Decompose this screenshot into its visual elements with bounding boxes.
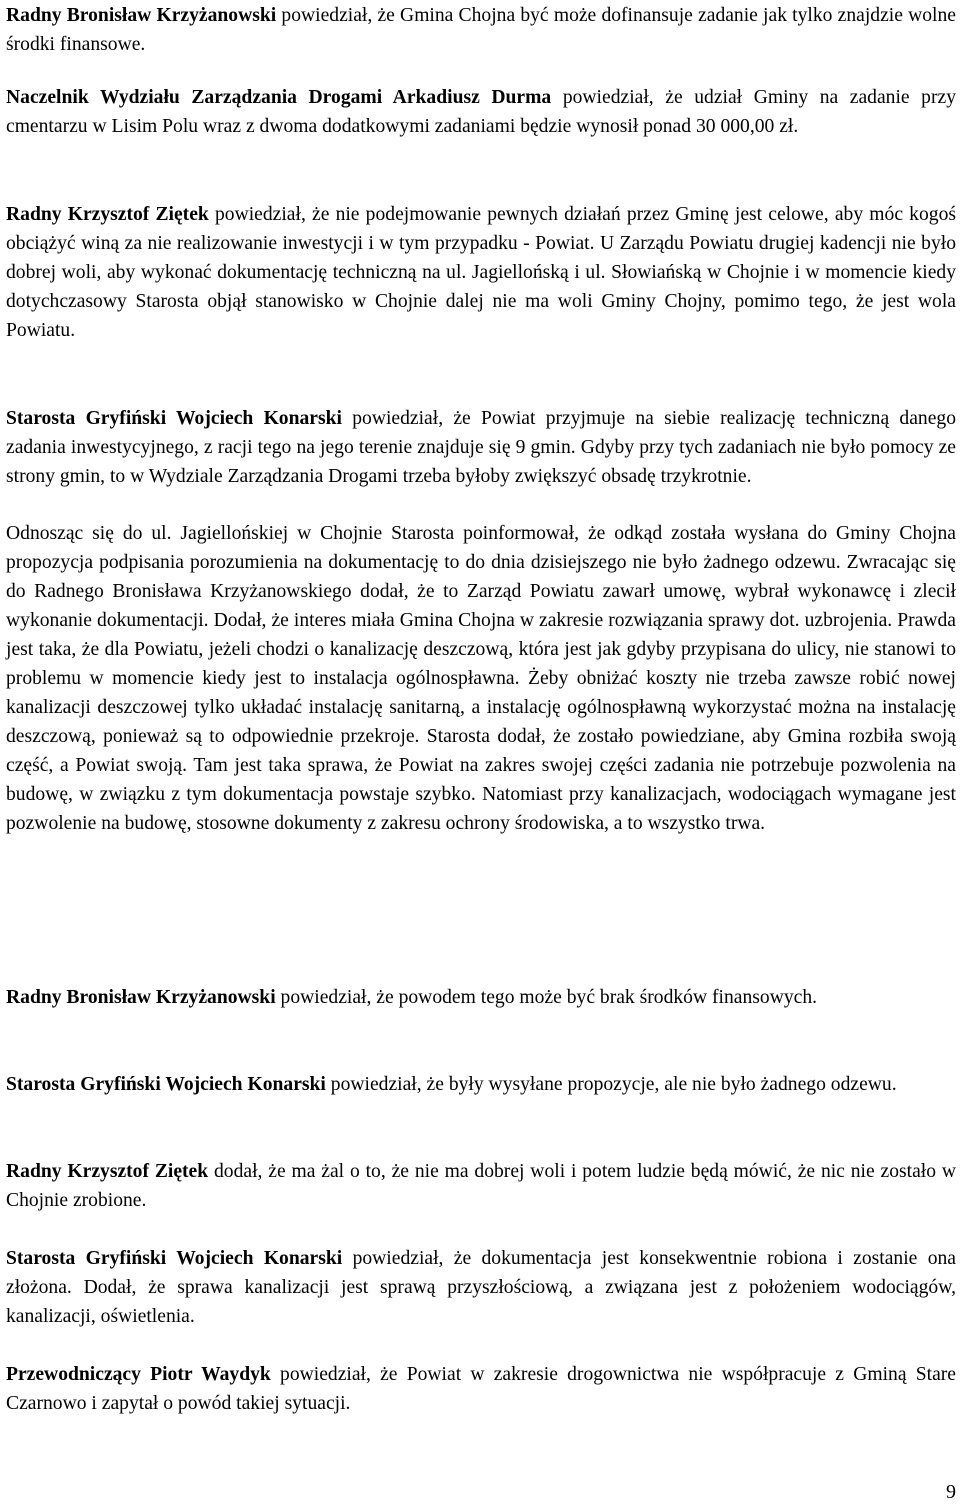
paragraph-8 [6, 1157, 956, 1215]
speaker-name: Starosta Gryfiński Wojciech Konarski [6, 1248, 343, 1269]
paragraph-text: powiedział, że powodem tego może być brak środków finansowych. [275, 987, 818, 1008]
paragraph-text: dodał, że ma żal o to, że nie ma dobrej woli i potem ludzie będą mówić, że nic nie zostało w Chojnie zrobione. [6, 1161, 956, 1211]
paragraph-text: powiedział, że Powiat w zakresie drogownictwa nie współpracuje z Gminą Stare Czarnowo i zapytał o powód takiej sytuacji. [6, 1364, 956, 1414]
speaker-name: Przewodniczący Piotr Waydyk [6, 1364, 271, 1385]
page-number: 9 [946, 1481, 956, 1503]
paragraph-text: Odnosząc się do ul. Jagiellońskiej w Chojnie Starosta poinformował, że odkąd została wysłana do Gminy Chojna propozycja podpisania porozumienia na dokumentację to do dnia dzisiejszego nie było żadnego odzewu. Zwracając się do Radnego Bronisława Krzyżanowskiego dodał, że to Zarząd Powiatu zawarł umowę, wybrał wykonawcę i zlecił wykonanie dokumentacji. Dodał, że interes miała Gmina Chojna w zakresie rozwiązania sprawy dot. uzbrojenia. Prawda jest taka, że dla Powiatu, jeżeli chodzi o kanalizację deszczową, która jest jak gdyby przypisana do ulicy, nie stanowi to problemu w momencie kiedy jest to instalacja ogólnospławna. Żeby obniżać koszty nie trzeba zawsze robić nowej kanalizacji deszczowej tylko układać instalację sanitarną, a instalację ogólnospławną wykorzystać można na instalację deszczową, ponieważ są to odpowiednie przekroje. Starosta dodał, że zostało powiedziane, aby Gmina rozbiła swoją część, a Powiat swoją. Tam jest taka sprawa, że Powiat na zakres swojej części zadania nie potrzebuje pozwolenia na budowę, w związku z tym dokumentacja powstaje szybko. Natomiast przy kanalizacjach, wodociągach wymagane jest pozwolenie na budowę, stosowne dokumenty z zakresu ochrony środowiska, a to wszystko trwa. [6, 523, 956, 834]
paragraph-text: powiedział, że udział Gminy na zadanie przy cmentarzu w Lisim Polu wraz z dwoma dodatkowymi zadaniami będzie wynosił ponad 30 000,00 zł. [6, 87, 956, 137]
speaker-name: Radny Krzysztof Ziętek [6, 1161, 209, 1182]
speaker-name: Radny Bronisław Krzyżanowski [6, 5, 277, 26]
paragraph-7 [6, 1070, 956, 1099]
paragraph-4 [6, 404, 956, 491]
paragraph-3 [6, 200, 956, 345]
speaker-name: Radny Krzysztof Ziętek [6, 204, 209, 225]
paragraph-text: powiedział, że nie podejmowanie pewnych działań przez Gminę jest celowe, aby móc kogoś obciążyć winą za nie realizowanie inwestycji i w tym przypadku - Powiat. U Zarządu Powiatu drugiej kadencji nie było dobrej woli, aby wykonać dokumentację techniczną na ul. Jagiellońską i ul. Słowiańską w Chojnie i w momencie kiedy dotychczasowy Starosta objął stanowisko w Chojnie dalej nie ma woli Gminy Chojny, pomimo tego, że jest wola Powiatu. [6, 204, 956, 341]
paragraph-text: powiedział, że dokumentacja jest konsekwentnie robiona i zostanie ona złożona. Dodał, że sprawa kanalizacji jest sprawą przyszłościową, a związana jest z położeniem wodociągów, kanalizacji, oświetlenia. [6, 1248, 957, 1327]
paragraph-10 [6, 1360, 956, 1418]
speaker-name: Naczelnik Wydziału Zarządzania Drogami Arkadiusz Durma [6, 87, 552, 108]
paragraph-text: powiedział, że były wysyłane propozycje, ale nie było żadnego odzewu. [325, 1074, 897, 1095]
paragraph-1 [6, 1, 956, 59]
paragraph-text: powiedział, że Powiat przyjmuje na siebie realizację techniczną danego zadania inwestycyjnego, z racji tego na jego terenie znajduje się 9 gmin. Gdyby przy tych zadaniach nie było pomocy ze strony gmin, to w Wydziale Zarządzania Drogami trzeba byłoby zwiększyć obsadę trzykrotnie. [6, 408, 957, 487]
speaker-name: Radny Bronisław Krzyżanowski [6, 987, 276, 1008]
paragraph-6 [6, 983, 956, 1012]
paragraph-2 [6, 83, 956, 141]
speaker-name: Starosta Gryfiński Wojciech Konarski [6, 408, 342, 429]
speaker-name: Starosta Gryfiński Wojciech Konarski [6, 1074, 326, 1095]
paragraph-5 [6, 519, 956, 838]
paragraph-text: powiedział, że Gmina Chojna być może dofinansuje zadanie jak tylko znajdzie wolne środki finansowe. [6, 5, 956, 55]
paragraph-9 [6, 1244, 956, 1331]
